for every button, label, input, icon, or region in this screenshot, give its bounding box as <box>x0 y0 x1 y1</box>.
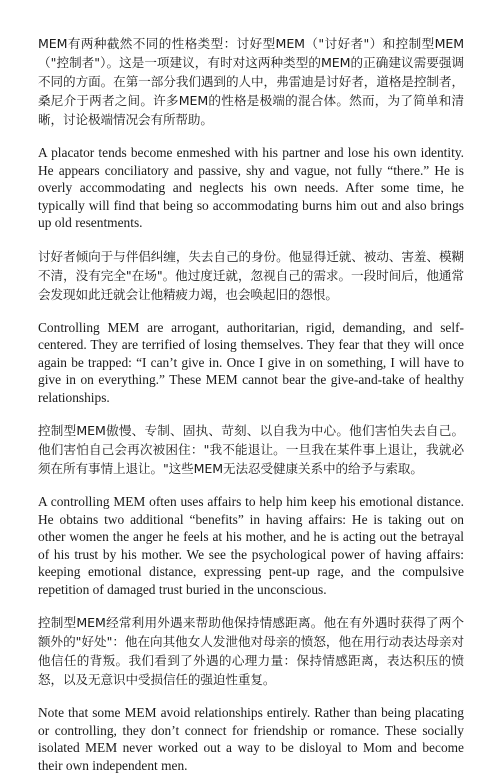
paragraph-en-controlling: Controlling MEM are arrogant, authoritarian, rigid, demanding, and self-centered. They are terrified of losing themselves. They fear that they will once again be trapped: “I can’t give in. Once I give in on something, I will have to give in on everything.” These MEM cannot bear the give-and-take of healthy relationships. <box>38 319 464 405</box>
paragraph-zh-placator: 讨好者倾向于与伴侣纠缠，失去自己的身份。他显得迁就、被动、害羞、模糊不清，没有完全"在场"。他过度迁就，忽视自己的需求。一段时间后，他通常会发现如此迁就会让他精疲力竭，也会唤起旧的怨恨。 <box>38 248 464 302</box>
paragraph-en-placator: A placator tends become enmeshed with his partner and lose his own identity. He appears conciliatory and passive, shy and vague, not fully “there.” He is overly accommodating and neglects his own needs. After some time, he typically will find that being so accommodating burns him out and also brings up old resentments. <box>38 145 464 230</box>
paragraph-zh-personality-types: MEM有两种截然不同的性格类型：讨好型MEM（"讨好者"）和控制型MEM（"控制者"）。这是一项建议，有时对这两种类型的MEM的正确建议需要强调不同的方面。在第一部分我们遇到的人中，弗雷迪是讨好者，道格是控制者，桑尼介于两者之间。许多MEM的性格是极端的混合体。然而，为了简单和清晰，讨论极端情况会有所帮助。 <box>38 36 464 127</box>
document-page <box>38 34 464 774</box>
paragraph-en-affairs: A controlling MEM often uses affairs to help him keep his emotional distance. He obtains two additional “benefits” in having affairs: He is taking out on other women the anger he feels at his mother, and he is acting out the betrayal of his trust by his mother. We see the psychological power of having affairs: keeping emotional distance, expressing pent-up rage, and the compulsive repetition of damaged trust buried in the unconscious. <box>38 494 464 597</box>
paragraph-zh-affairs: 控制型MEM经常利用外遇来帮助他保持情感距离。他在有外遇时获得了两个额外的"好处"：他在向其他女人发泄他对母亲的愤怒，他在用行动表达母亲对他信任的背叛。我们看到了外遇的心理力量：保持情感距离，表达积压的愤怒，以及无意识中受损信任的强迫性重复。 <box>38 615 464 687</box>
paragraph-zh-controlling: 控制型MEM傲慢、专制、固执、苛刻、以自我为中心。他们害怕失去自己。他们害怕自己会再次被困住："我不能退让。一旦我在某件事上退让，我就必须在所有事情上退让。"这些MEM无法忍受健康关系中的给予与索取。 <box>38 423 464 476</box>
paragraph-en-avoid-relationships: Note that some MEM avoid relationships entirely. Rather than being placating or controlling, they don’t connect for friendship or romance. These socially isolated MEM never worked out a way to be disloyal to Mom and become their own independent men. <box>38 705 464 773</box>
